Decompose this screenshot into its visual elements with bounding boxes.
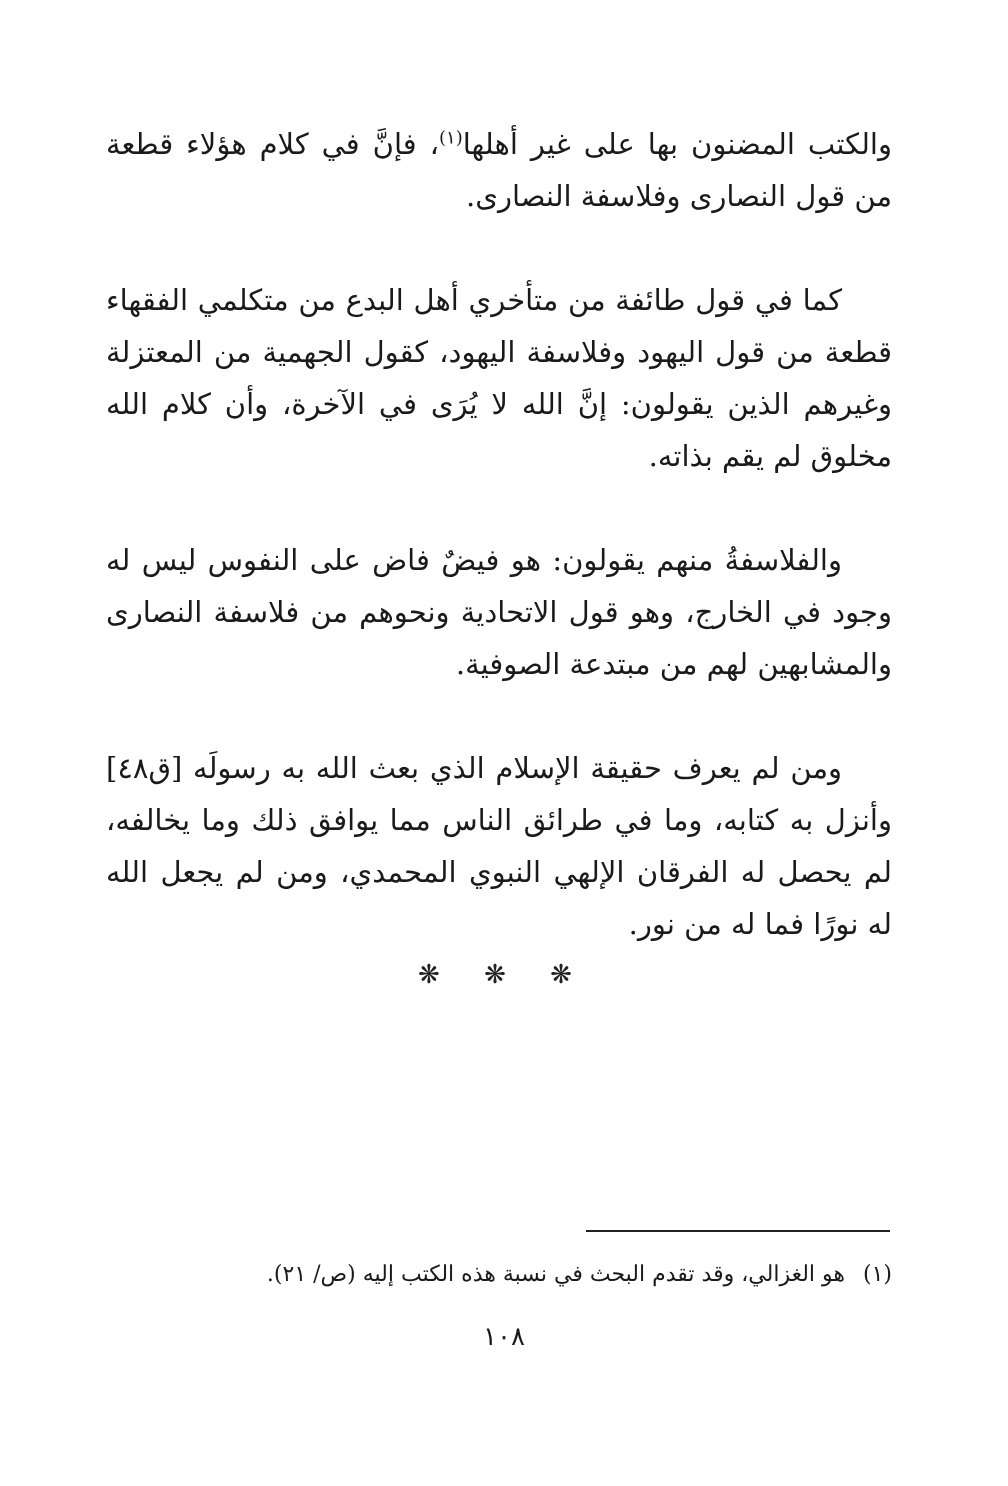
page-number: ١٠٨ <box>483 1322 525 1352</box>
footnote-divider <box>586 1230 890 1232</box>
paragraph-4: ومن لم يعرف حقيقة الإسلام الذي بعث الله به رسولَه [ق٤٨] وأنزل به كتابه، وما في طرائق الناس مما يوافق ذلك وما يخالفه، لم يحصل له الفرقان الإلهي النبوي المحمدي، ومن لم يجعل الله له نورًا فما له من نور. <box>106 751 892 941</box>
footnote-text: هو الغزالي، وقد تقدم البحث في نسبة هذه الكتب إليه (ص/ ٢١). <box>266 1262 845 1287</box>
footnote-reference: (١) <box>438 127 463 149</box>
paragraph-3: والفلاسفةُ منهم يقولون: هو فيضٌ فاض على النفوس ليس له وجود في الخارج، وهو قول الاتحادية ونحوهم من فلاسفة النصارى والمشابهين لهم من مبتدعة الصوفية. <box>106 543 892 681</box>
section-separator-stars: ❋ ❋ ❋ <box>418 960 590 990</box>
main-text <box>106 118 892 1002</box>
footnote-number: (١) <box>862 1262 892 1287</box>
footnote <box>106 1258 892 1292</box>
paragraph-1-text-after-ref: ، فإنَّ في كلام هؤلاء قطعة من قول النصارى وفلاسفة النصارى. <box>106 127 892 213</box>
paragraph-2: كما في قول طائفة من متأخري أهل البدع من متكلمي الفقهاء قطعة من قول اليهود وفلاسفة اليهود، كقول الجهمية من المعتزلة وغيرهم الذين يقولون: إنَّ الله لا يُرَى في الآخرة، وأن كلام الله مخلوق لم يقم بذاته. <box>106 283 892 473</box>
paragraph-1-text-before-ref: والكتب المضنون بها على غير أهلها <box>462 127 892 161</box>
paragraph-1 <box>106 118 892 222</box>
